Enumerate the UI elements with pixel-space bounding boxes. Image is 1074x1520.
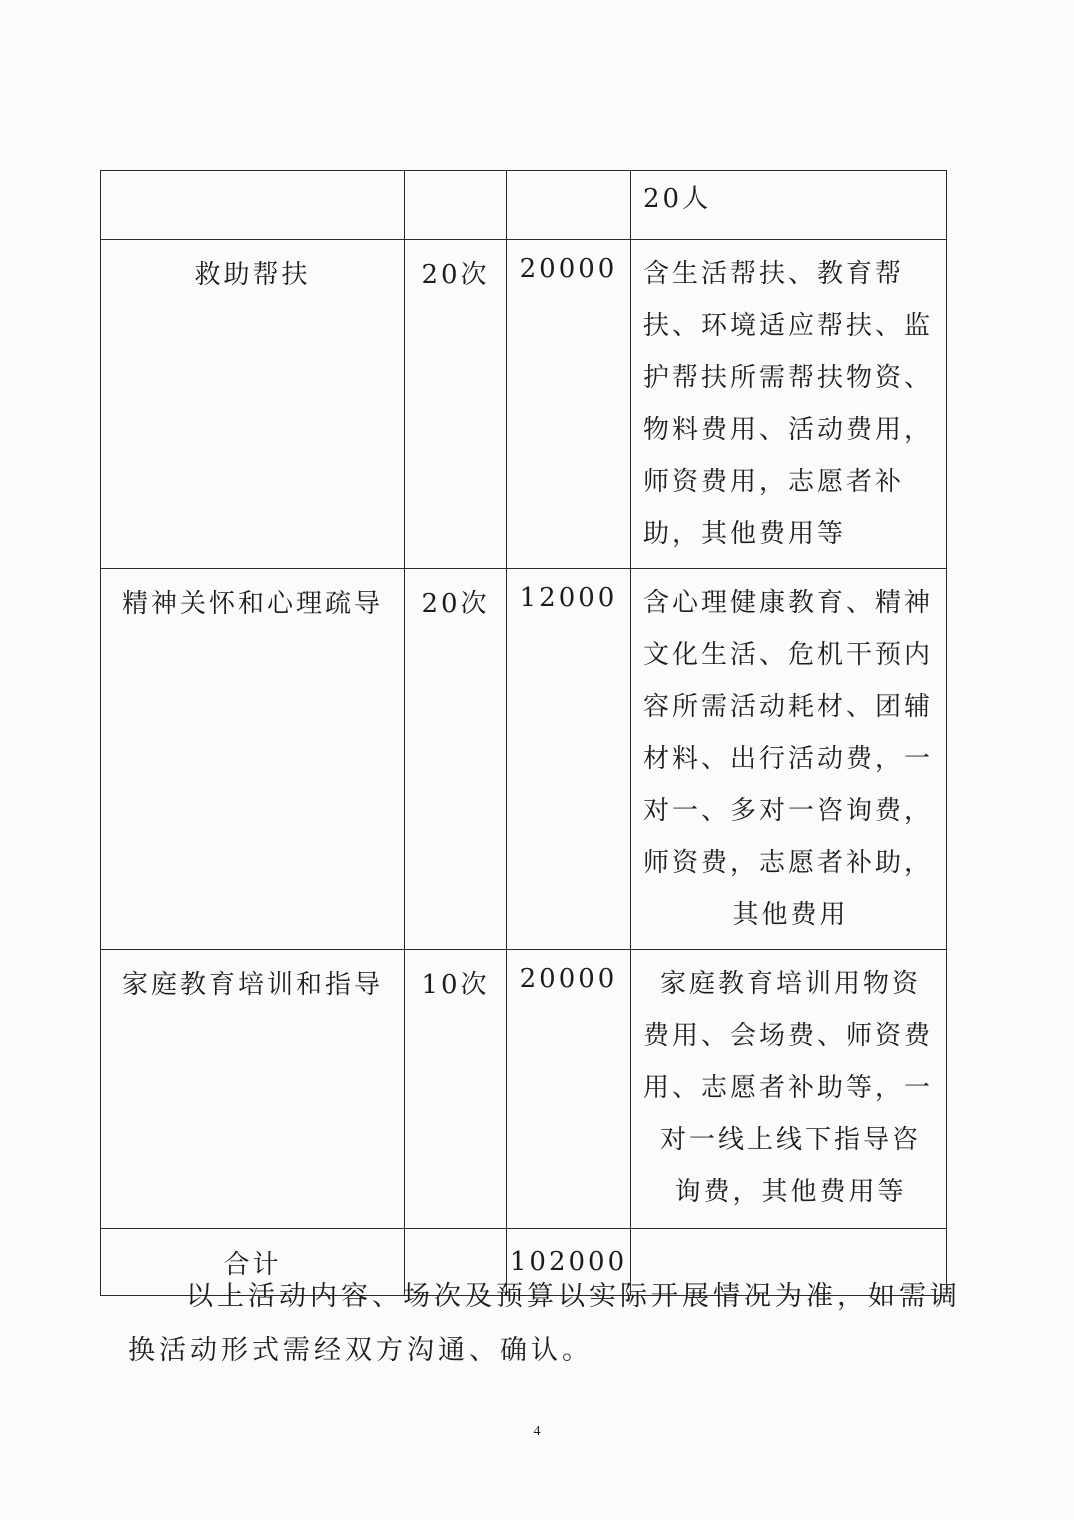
table-row-continued (101, 171, 947, 240)
description-line: 材料、出行活动费，一 (643, 744, 934, 774)
total-label-cell: 合计 (101, 1229, 405, 1296)
budget-amount-cell: 20000 (507, 950, 631, 1229)
activity-name-cell: 精神关怀和心理疏导 (101, 569, 405, 950)
budget-amount-cell: 12000 (507, 569, 631, 950)
description-line: 含生活帮扶、教育帮 (643, 259, 905, 289)
description-line: 容所需活动耗材、团辅 (643, 692, 934, 722)
description-line: 其他费用 (732, 900, 849, 930)
description-line: 师资费，志愿者补助， (643, 848, 934, 878)
description-line: 含心理健康教育、精神 (643, 588, 934, 618)
table-row-assistance (101, 240, 947, 569)
session-count-cell (405, 171, 507, 240)
description-line: 护帮扶所需帮扶物资、 (643, 363, 934, 393)
budget-note (128, 1270, 961, 1378)
description-line: 扶、环境适应帮扶、监 (643, 311, 934, 341)
description-cell (631, 950, 947, 1229)
budget-amount-cell (507, 171, 631, 240)
session-count-cell: 20次 (405, 569, 507, 950)
description-line: 文化生活、危机干预内 (643, 640, 934, 670)
description-line: 用、志愿者补助等，一 (643, 1073, 934, 1103)
note-line: 以上活动内容、场次及预算以实际开展情况为准，如需调 (186, 1281, 961, 1312)
activity-name-cell (101, 171, 405, 240)
page-number: 4 (533, 1424, 541, 1439)
activity-name-cell: 家庭教育培训和指导 (101, 950, 405, 1229)
activity-name-cell: 救助帮扶 (101, 240, 405, 569)
description-line: 对一、多对一咨询费， (643, 796, 934, 826)
table-row-family-education (101, 950, 947, 1229)
description-cell (631, 240, 947, 569)
budget-amount-cell: 20000 (507, 240, 631, 569)
description-line: 20人 (643, 184, 712, 214)
session-count-cell: 20次 (405, 240, 507, 569)
description-line: 物料费用、活动费用， (643, 415, 934, 445)
description-line: 询费，其他费用等 (674, 1177, 907, 1207)
description-cell (631, 171, 947, 240)
budget-table (100, 170, 947, 1296)
description-line: 师资费用，志愿者补 (643, 467, 905, 497)
description-line: 家庭教育培训用物资 (659, 969, 921, 999)
description-cell (631, 569, 947, 950)
description-line: 对一线上线下指导咨 (659, 1125, 921, 1155)
description-line: 费用、会场费、师资费 (643, 1021, 934, 1051)
total-amount-cell: 102000 (507, 1229, 631, 1296)
session-count-cell: 10次 (405, 950, 507, 1229)
description-line: 助，其他费用等 (643, 519, 847, 549)
table-row-mental-care (101, 569, 947, 950)
note-line: 换活动形式需经双方沟通、确认。 (128, 1335, 593, 1366)
